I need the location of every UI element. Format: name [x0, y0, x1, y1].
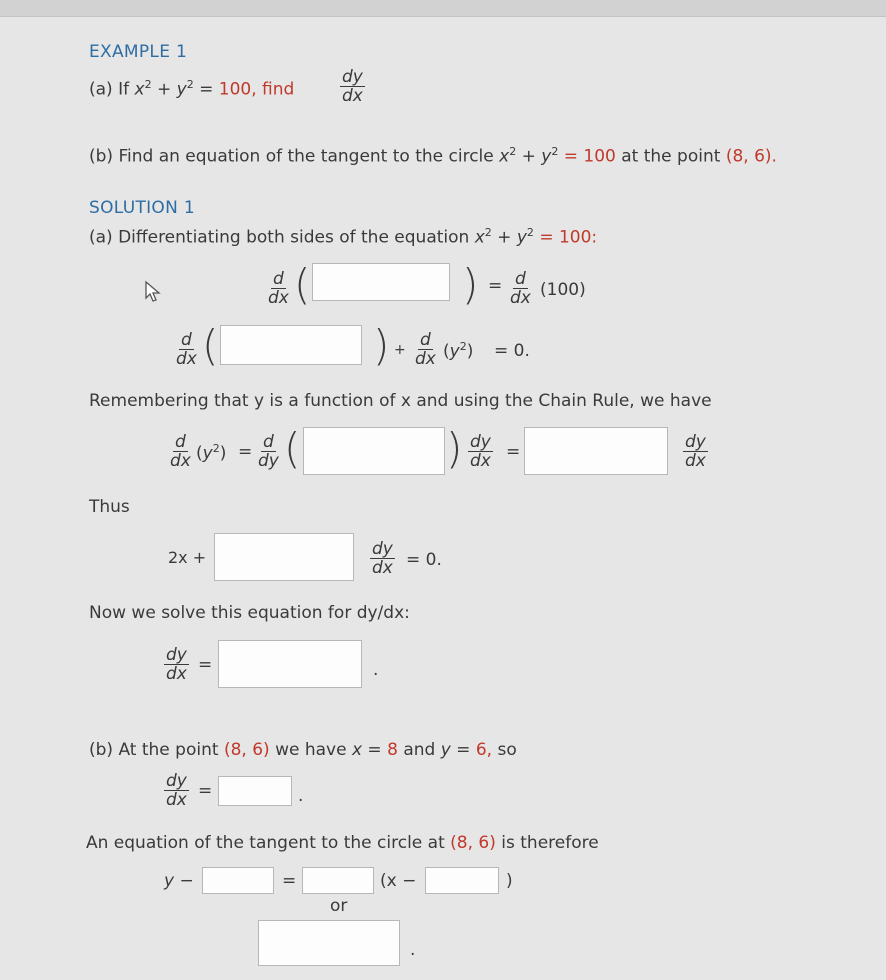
two-x-plus: 2x + — [168, 548, 207, 567]
ddy-row3: $\frac{d}{dy}$ — [258, 432, 279, 471]
answer-box-y0[interactable] — [202, 867, 274, 894]
answer-box-row3a[interactable] — [303, 427, 445, 475]
or-label: or — [330, 896, 348, 916]
answer-box-solve[interactable] — [218, 640, 362, 688]
part-b-eq: = 100 — [563, 146, 616, 167]
ddx-row1-right: $\frac{d}{dx}$ — [510, 269, 531, 308]
part-a-dydx: $\frac{dy}{dx}$ — [342, 67, 363, 106]
ddx-row1-left: $\frac{d}{dx}$ — [268, 269, 289, 308]
tangent-text: An equation of the tangent to the circle at (8, 6) is therefore — [86, 833, 599, 853]
eq-zero-row2: = 0. — [494, 341, 530, 361]
answer-box-m[interactable] — [302, 867, 374, 894]
part-b-solution-text: (b) At the point (8, 6) we have x = 8 and y = 6, so — [89, 740, 517, 760]
eq-zero-thus: = 0. — [406, 550, 442, 570]
example-title: EXAMPLE 1 — [89, 42, 188, 62]
answer-box-row1[interactable] — [312, 263, 450, 301]
ddx-row3: $\frac{d}{dx}$ — [170, 432, 191, 471]
ddx-row2-right: $\frac{d}{dx}$ — [415, 330, 436, 369]
answer-box-x0[interactable] — [425, 867, 499, 894]
rhs-100: (100) — [540, 280, 586, 300]
solve-text: Now we solve this equation for dy/dx: — [89, 603, 410, 623]
ddx-row2-left: $\frac{d}{dx}$ — [176, 330, 197, 369]
thus-label: Thus — [89, 497, 130, 517]
part-b-question: (b) Find an equation of the tangent to the circle $x^2 + y^2 = 100$ at the point (8, 6). — [89, 145, 777, 167]
dydx-solve: $\frac{dy}{dx}$ — [166, 645, 187, 684]
answer-box-row2[interactable] — [220, 325, 362, 365]
part-a-value: 100, find — [218, 79, 295, 100]
close-paren: ) — [462, 260, 479, 309]
dydx-row3a: $\frac{dy}{dx}$ — [470, 432, 491, 471]
part-a-prefix: (a) If — [89, 79, 130, 100]
answer-box-slope[interactable] — [218, 776, 292, 806]
answer-box-thus[interactable] — [214, 533, 354, 581]
solution-intro: (a) Differentiating both sides of the equation $x^2 + y^2 = 100$: — [89, 226, 598, 248]
chain-rule-text: Remembering that y is a function of x and using the Chain Rule, we have — [89, 391, 712, 411]
dydx-thus: $\frac{dy}{dx}$ — [372, 539, 393, 578]
y-minus: y − — [164, 871, 194, 891]
part-b-point: (8, 6). — [725, 146, 777, 167]
part-a-question: (a) If $x^2 + y^2 = 100$, find — [89, 78, 295, 100]
dydx-row3b: $\frac{dy}{dx}$ — [685, 432, 706, 471]
answer-box-final[interactable] — [258, 920, 400, 966]
answer-box-row3b[interactable] — [524, 427, 668, 475]
solution-title: SOLUTION 1 — [89, 198, 195, 218]
x-minus: (x − — [380, 871, 417, 891]
equals-sign: = — [282, 871, 297, 891]
close-paren-tangent: ) — [506, 871, 513, 891]
dydx-slope: $\frac{dy}{dx}$ — [166, 771, 187, 810]
mouse-cursor-icon — [144, 280, 164, 304]
window-top-strip — [0, 0, 886, 17]
open-paren: ( — [294, 260, 311, 309]
